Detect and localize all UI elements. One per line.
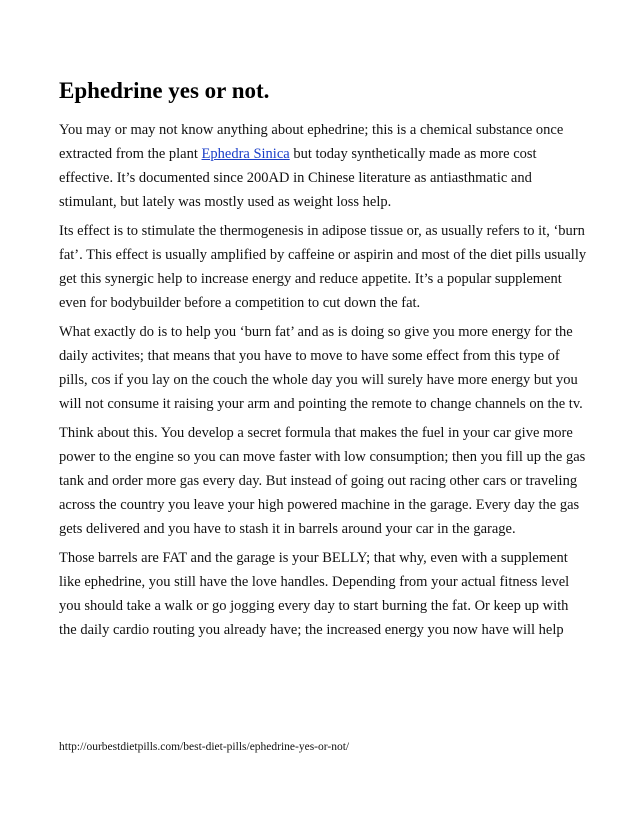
page-title: Ephedrine yes or not. bbox=[59, 78, 270, 103]
paragraph-5: Those barrels are FAT and the garage is your BELLY; that why, even with a supplement like ephedrine, you still have the love handles. Depending from your actual fitness level you should take a walk or go jogging every day to start burning the fat. Or keep up with the daily cardio routing you already have; the increased energy you now have will help bbox=[59, 550, 570, 638]
paragraph-1 bbox=[59, 118, 587, 214]
paragraph-4: Think about this. You develop a secret formula that makes the fuel in your car give more power to the engine so you can move faster with low consumption; then you fill up the gas tank and order more gas every day. But instead of going out racing other cars or traveling across the country you leave your high powered machine in the garage. Every day the gas gets delivered and you have to stash it in barrels around your car in the garage. bbox=[59, 425, 586, 537]
paragraph-3: What exactly do is to help you ‘burn fat’ and as is doing so give you more energy for the daily activites; that means that you have to move to have some effect from this type of pills, cos if you lay on the couch the whole day you will surely have more energy but you will not consume it raising your arm and pointing the remote to change channels on the tv. bbox=[59, 324, 583, 412]
paragraph-1-text-end: but today synthetically made as more cost effective. It’s documented since 200AD in Chinese literature as antiasthmatic and stimulant, but lately was mostly used as weight loss help. bbox=[59, 146, 537, 210]
document-body bbox=[59, 76, 587, 647]
paragraph-1-text-start: You may or may not know anything about ephedrine; this is a chemical substance once extracted from the plant bbox=[59, 122, 564, 162]
paragraph-2: Its effect is to stimulate the thermogenesis in adipose tissue or, as usually refers to it, ‘burn fat’. This effect is usually amplified by caffeine or aspirin and most of the diet pills usually get this synergic help to increase energy and reduce appetite. It’s a popular supplement even for bodybuilder before a competition to cut down the fat. bbox=[59, 223, 587, 311]
footer-url: http://ourbestdietpills.com/best-diet-pills/ephedrine-yes-or-not/ bbox=[59, 741, 350, 753]
ephedra-sinica-link[interactable]: Ephedra Sinica bbox=[201, 146, 290, 162]
